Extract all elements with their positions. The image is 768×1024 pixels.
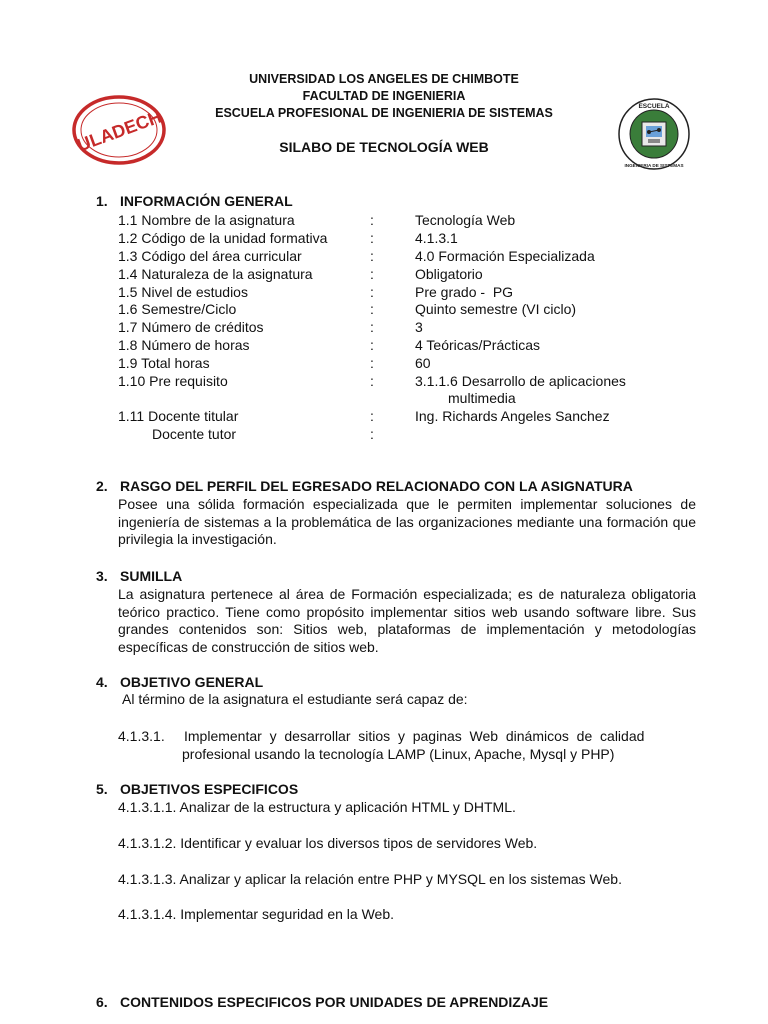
info-colon: : [370,301,374,317]
info-colon: : [370,248,374,264]
info-label: 1.2 Código de la unidad formativa [118,230,328,246]
info-colon: : [370,337,374,353]
section-4-title [96,674,263,690]
section-title-text: OBJETIVO GENERAL [120,674,264,690]
info-value: Pre grado - PG [415,284,514,300]
info-row-codigo-unidad [118,229,738,247]
info-label: 1.7 Número de créditos [118,319,264,335]
info-colon: : [370,426,374,442]
section-title-text: CONTENIDOS ESPECIFICOS POR UNIDADES DE APRENDIZAJE [120,994,549,1010]
specific-objective-1: 4.1.3.1.1. Analizar de la estructura y aplicación HTML y DHTML. [118,799,516,815]
info-label: 1.5 Nivel de estudios [118,284,248,300]
specific-objective-3: 4.1.3.1.3. Analizar y aplicar la relación entre PHP y MYSQL en los sistemas Web. [118,871,622,887]
info-value: 4 Teóricas/Prácticas [415,337,541,353]
uladech-logo-text: ULADECH [74,106,165,156]
info-label: 1.9 Total horas [118,355,210,371]
section-3-text: La asignatura pertenece al área de Formación especializada; es de naturaleza obligatoria teórico practico. Tiene como propósito implementar sitios web usando software libre. Sus grandes contenidos son: Sitios web, plataformas de implementación y metodologías específicas de construcción de sitios web. [118,586,696,656]
escuela-logo-text-top: ESCUELA [638,103,670,110]
info-row-nivel [118,283,738,301]
section-number: 1. [96,193,108,209]
info-label: 1.4 Naturaleza de la asignatura [118,266,313,282]
section-number: 6. [96,994,108,1010]
info-value: 3.1.1.6 Desarrollo de aplicaciones [415,373,626,389]
info-value: multimedia [448,390,516,406]
specific-objective-2: 4.1.3.1.2. Identificar y evaluar los diversos tipos de servidores Web. [118,835,538,851]
info-row-total-horas [118,354,738,372]
info-value: 3 [415,319,423,335]
objective-line-2: profesional usando la tecnología LAMP (Linux, Apache, Mysql y PHP) [182,746,615,762]
info-row-nombre [118,211,738,229]
uladech-logo [70,92,168,168]
info-row-semestre [118,300,738,318]
section-title-text: OBJETIVOS ESPECIFICOS [120,781,299,797]
document-title: SILABO DE TECNOLOGÍA WEB [279,139,489,155]
info-value: 4.0 Formación Especializada [415,248,595,264]
section-2-title [96,478,633,494]
info-value: 60 [415,355,431,371]
info-colon: : [370,230,374,246]
specific-objective-4: 4.1.3.1.4. Implementar seguridad en la Web. [118,906,395,922]
info-row-prerequisito [118,372,738,390]
objective-line-1: Implementar y desarrollar sitios y paginas Web dinámicos de calidad [184,728,645,744]
section-title-text: SUMILLA [120,568,183,584]
info-value: Ing. Richards Angeles Sanchez [415,408,610,424]
info-row-horas [118,336,738,354]
info-label: 1.11 Docente titular [118,408,239,424]
section-number: 4. [96,674,108,690]
info-label: 1.1 Nombre de la asignatura [118,212,295,228]
university-name: UNIVERSIDAD LOS ANGELES DE CHIMBOTE [249,72,519,86]
info-row-creditos [118,318,738,336]
section-6-title [96,994,548,1010]
section-number: 3. [96,568,108,584]
section-number: 5. [96,781,108,797]
section-title-text: INFORMACIÓN GENERAL [120,193,293,209]
info-label: 1.8 Número de horas [118,337,250,353]
info-colon: : [370,284,374,300]
info-value: Tecnología Web [415,212,516,228]
info-value: Obligatorio [415,266,483,282]
school-name: ESCUELA PROFESIONAL DE INGENIERIA DE SISTEMAS [215,106,553,120]
info-label: 1.10 Pre requisito [118,373,228,389]
section-number: 2. [96,478,108,494]
section-2-text: Posee una sólida formación especializada que le permiten implementar soluciones de ingeniería de sistemas a la problemática de las organizaciones mediante una formación que privilegia la investigación. [118,496,696,548]
info-colon: : [370,408,374,424]
objective-code: 4.1.3.1. [118,728,165,744]
info-row-naturaleza [118,265,738,283]
info-row-docente-tutor [118,425,738,443]
section-3-title [96,568,182,584]
info-label: Docente tutor [152,426,237,442]
escuela-logo-text-bottom: INGENIERIA DE SISTEMAS [624,163,684,168]
section-5-title [96,781,298,797]
info-colon: : [370,355,374,371]
info-row-prerequisito-cont [118,389,738,407]
faculty-name: FACULTAD DE INGENIERIA [302,89,466,103]
info-row-codigo-area [118,247,738,265]
info-label: 1.3 Código del área curricular [118,248,302,264]
info-value: Quinto semestre (VI ciclo) [415,301,577,317]
info-colon: : [370,266,374,282]
info-colon: : [370,319,374,335]
section-title-text: RASGO DEL PERFIL DEL EGRESADO RELACIONADO CON LA ASIGNATURA [120,478,633,494]
objective-intro: Al término de la asignatura el estudiante será capaz de: [122,691,468,707]
info-row-docente-titular [118,407,738,425]
info-colon: : [370,212,374,228]
info-value: 4.1.3.1 [415,230,458,246]
info-colon: : [370,373,374,389]
info-label: 1.6 Semestre/Ciclo [118,301,237,317]
section-1-title [96,193,293,209]
